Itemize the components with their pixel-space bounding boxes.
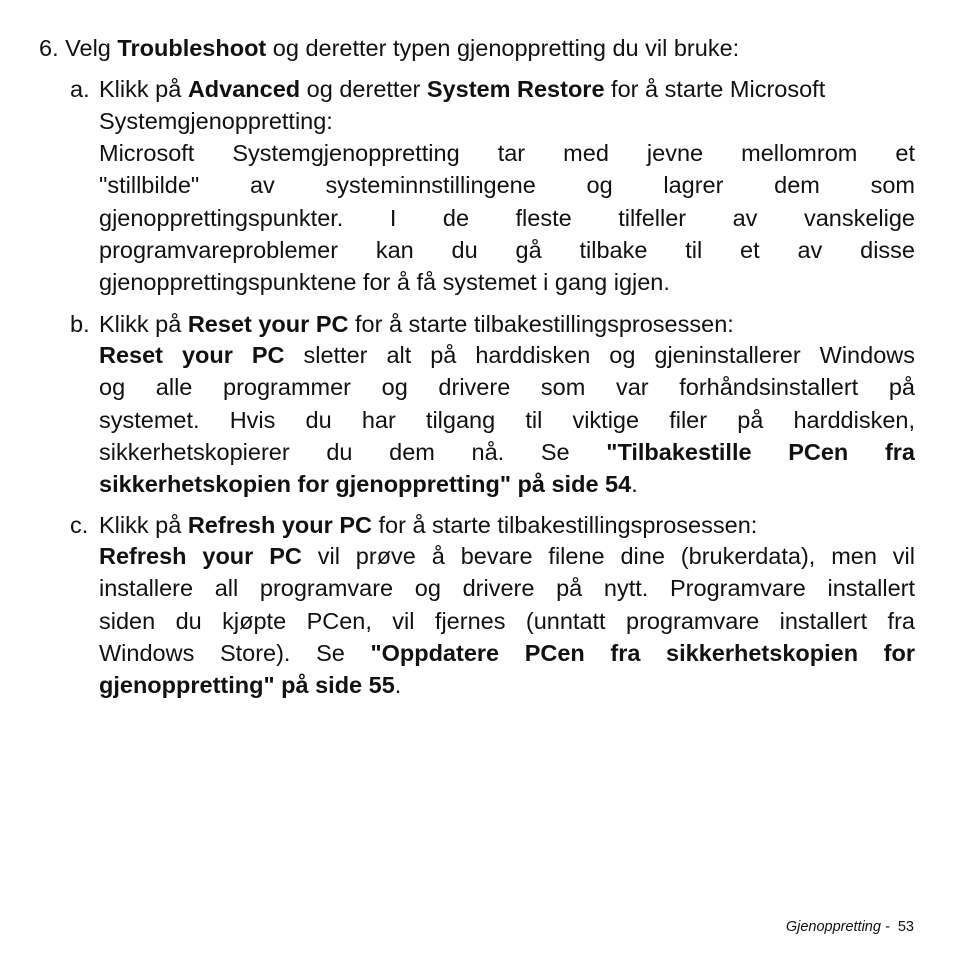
cross-reference-link[interactable]: "Oppdatere PCen fra sikkerhetskopien for xyxy=(370,639,915,666)
item-b-desc-line: Reset your PC sletter alt på harddisken og gjeninstallerer Windows xyxy=(99,342,915,368)
item-b-desc-line: og alle programmer og drivere som var forhåndsinstallert på xyxy=(99,374,915,401)
item-a-line1: Klikk på Advanced og deretter System Restore for å starte Microsoft xyxy=(99,76,826,102)
step-6-pre: Velg xyxy=(65,35,118,61)
item-a-description xyxy=(99,137,915,298)
item-c-desc-line: gjenoppretting" på side 55. xyxy=(99,672,402,699)
item-a-desc-line: "stillbilde" av systeminnstillingene og lagrer dem som xyxy=(99,172,915,199)
reset-your-pc-label: Reset your PC xyxy=(187,311,349,337)
step-6-post: og deretter typen gjenoppretting du vil bruke: xyxy=(266,35,740,61)
step-6-line xyxy=(39,34,739,62)
step-6-marker: 6. xyxy=(39,35,59,61)
item-c-marker: c. xyxy=(70,512,89,538)
item-b-desc-line: sikkerhetskopien for gjenoppretting" på side 54. xyxy=(99,471,638,498)
page-number: 53 xyxy=(897,919,914,935)
item-a-line2: Systemgjenoppretting: xyxy=(99,108,333,134)
page-footer xyxy=(786,917,914,937)
step-6-bold: Troubleshoot xyxy=(117,35,267,61)
cross-reference-link[interactable]: gjenoppretting" på side 55 xyxy=(99,672,395,699)
item-a-desc-line: gjenopprettingspunkter. I de fleste tilfeller av vanskelige xyxy=(99,204,915,231)
item-a-desc-line: programvareproblemer kan du gå tilbake til et av disse xyxy=(99,236,915,263)
item-c-desc-line: Windows Store). Se "Oppdatere PCen fra sikkerhetskopien for xyxy=(99,639,915,666)
item-a-desc-line: gjenopprettingspunktene for å få systemet i gang igjen. xyxy=(99,269,670,296)
item-c-line1: Klikk på Refresh your PC for å starte tilbakestillingsprosessen: xyxy=(99,512,758,538)
cross-reference-link[interactable]: "Tilbakestille PCen fra xyxy=(606,438,915,465)
item-c-desc-line: siden du kjøpte PCen, vil fjernes (unntatt programvare installert fra xyxy=(99,607,915,634)
item-b-desc-line: sikkerhetskopierer du dem nå. Se "Tilbakestille PCen fra xyxy=(99,438,915,465)
item-b-marker: b. xyxy=(70,311,90,337)
item-a-desc-line: Microsoft Systemgjenoppretting tar med jevne mellomrom et xyxy=(99,140,915,166)
advanced-label: Advanced xyxy=(187,76,301,102)
cross-reference-link[interactable]: sikkerhetskopien for gjenoppretting" på side 54 xyxy=(99,471,632,498)
item-c-description xyxy=(99,540,915,701)
item-a-marker: a. xyxy=(70,76,90,102)
item-b-desc-line: systemet. Hvis du har tilgang til viktige filer på harddisken, xyxy=(99,406,915,433)
system-restore-label: System Restore xyxy=(426,76,605,102)
footer-section: Gjenoppretting - xyxy=(785,919,890,935)
item-c-desc-line: installere all programvare og drivere på nytt. Programvare installert xyxy=(99,575,915,602)
item-c-desc-line: Refresh your PC vil prøve å bevare filene dine (brukerdata), men vil xyxy=(99,543,915,569)
item-b-line1: Klikk på Reset your PC for å starte tilbakestillingsprosessen: xyxy=(99,311,734,337)
item-b-description xyxy=(99,339,915,500)
refresh-your-pc-label: Refresh your PC xyxy=(187,512,372,538)
